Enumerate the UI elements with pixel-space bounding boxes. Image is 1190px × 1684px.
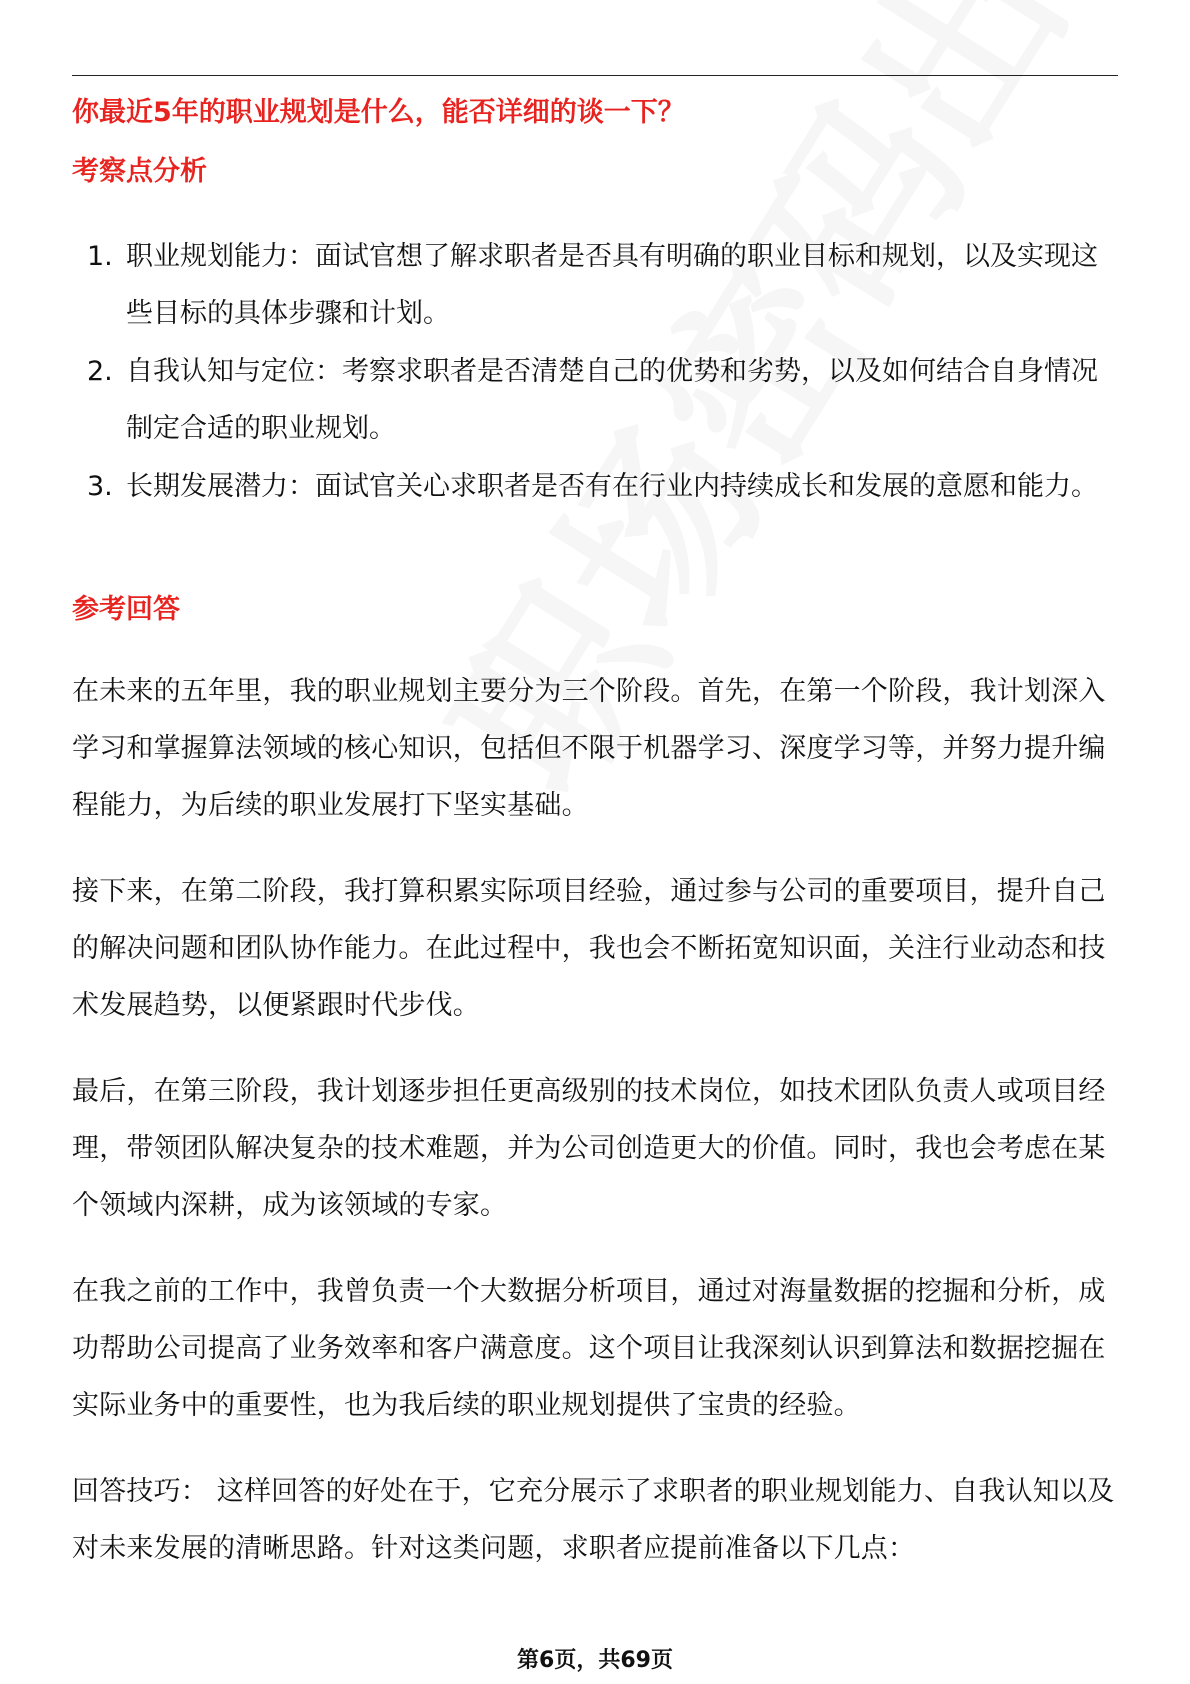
answer-paragraph: 在未来的五年里，我的职业规划主要分为三个阶段。首先，在第一个阶段，我计划深入学习和掌握算法领域的核心知识，包括但不限于机器学习、深度学习等，并努力提升编程能力，为后续的职业发展打下坚实基础。 [72, 676, 1106, 821]
analysis-points-list [72, 228, 1118, 516]
analysis-point [72, 458, 1118, 515]
point-text: 长期发展潜力：面试官关心求职者是否有在行业内持续成长和发展的意愿和能力。 [126, 471, 1098, 502]
analysis-point [72, 228, 1118, 342]
answer-paragraph: 在我之前的工作中，我曾负责一个大数据分析项目，通过对海量数据的挖掘和分析，成功帮助公司提高了业务效率和客户满意度。这个项目让我深刻认识到算法和数据挖掘在实际业务中的重要性，也为我后续的职业规划提供了宝贵的经验。 [72, 1276, 1106, 1421]
point-number: 1. [87, 241, 113, 272]
analysis-point [72, 343, 1118, 457]
page-number: 第6页，共69页 [517, 1648, 673, 1673]
top-divider [72, 75, 1118, 76]
point-text: 自我认知与定位：考察求职者是否清楚自己的优势和劣势，以及如何结合自身情况制定合适的职业规划。 [126, 356, 1098, 444]
question-title: 你最近5年的职业规划是什么，能否详细的谈一下？ [72, 97, 685, 128]
answer-paragraph: 最后，在第三阶段，我计划逐步担任更高级别的技术岗位，如技术团队负责人或项目经理，带领团队解决复杂的技术难题，并为公司创造更大的价值。同时，我也会考虑在某个领域内深耕，成为该领域的专家。 [72, 1076, 1106, 1221]
point-number: 3. [87, 471, 113, 502]
answer-paragraph: 接下来，在第二阶段，我打算积累实际项目经验，通过参与公司的重要项目，提升自己的解决问题和团队协作能力。在此过程中，我也会不断拓宽知识面，关注行业动态和技术发展趋势，以便紧跟时代步伐。 [72, 876, 1106, 1021]
point-text: 职业规划能力：面试官想了解求职者是否具有明确的职业目标和规划，以及实现这些目标的具体步骤和计划。 [126, 241, 1098, 329]
analysis-heading: 考察点分析 [72, 156, 207, 187]
answer-heading: 参考回答 [72, 594, 180, 625]
answer-tips-paragraph: 回答技巧： 这样回答的好处在于，它充分展示了求职者的职业规划能力、自我认知以及对未来发展的清晰思路。针对这类问题，求职者应提前准备以下几点： [72, 1476, 1115, 1564]
point-number: 2. [87, 356, 113, 387]
